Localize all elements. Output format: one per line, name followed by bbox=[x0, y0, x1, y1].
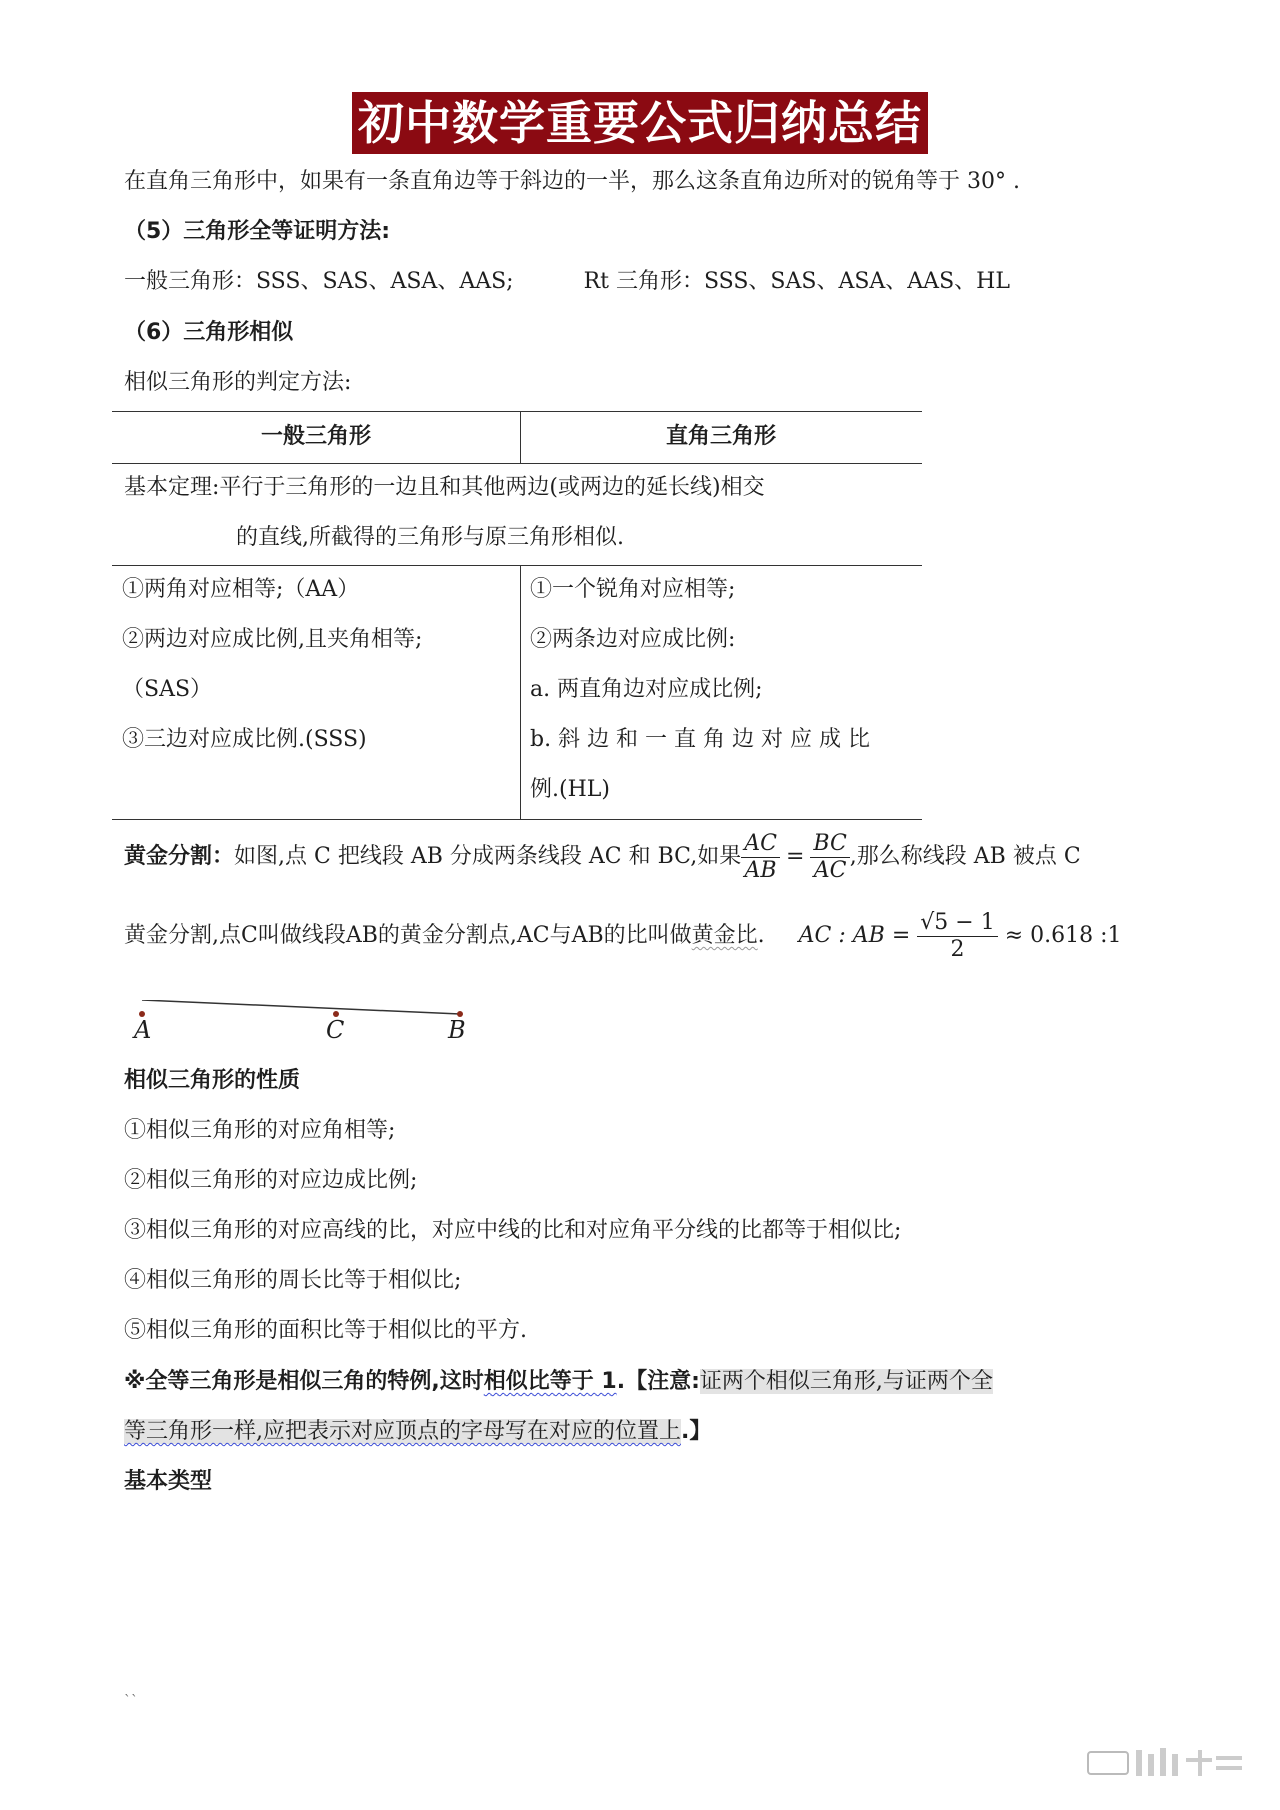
fraction-bc-ac-num: BC bbox=[810, 831, 849, 858]
golden-formula-lhs: AC : AB = bbox=[798, 923, 911, 948]
table-rule-header bbox=[112, 463, 922, 464]
golden-formula-fraction bbox=[917, 910, 997, 963]
left-item-1: ①两角对应相等;（AA） bbox=[122, 577, 360, 602]
fraction-ac-ab-den: AB bbox=[744, 857, 777, 883]
segment-figure bbox=[130, 1000, 470, 1050]
page-title: 初中数学重要公式归纳总结 bbox=[352, 92, 928, 154]
note-highlight-2: 等三角形一样,应把表示对应顶点的字母写在对应的位置上 bbox=[124, 1419, 681, 1444]
point-a-label: A bbox=[134, 1016, 152, 1044]
table-rule-bottom bbox=[112, 819, 922, 820]
property-item-5: ⑤相似三角形的面积比等于相似比的平方. bbox=[124, 1318, 527, 1343]
golden-line-1 bbox=[124, 827, 1081, 887]
theorem-line-2: 的直线,所截得的三角形与原三角形相似. bbox=[236, 525, 624, 550]
col-header-general: 一般三角形 bbox=[260, 424, 371, 449]
general-triangle-methods: 一般三角形：SSS、SAS、ASA、AAS; bbox=[124, 269, 514, 294]
golden-formula-rhs: ≈ 0.618 :1 bbox=[1004, 923, 1122, 948]
left-item-2: ②两边对应成比例,且夹角相等; bbox=[122, 627, 423, 652]
right-item-2: ②两条边对应成比例: bbox=[530, 627, 736, 652]
point-b-label: B bbox=[448, 1016, 466, 1044]
basic-types-heading: 基本类型 bbox=[124, 1469, 213, 1494]
right-item-4: b. 斜 边 和 一 直 角 边 对 应 成 比 bbox=[530, 727, 871, 752]
right-item-5: 例.(HL) bbox=[530, 777, 610, 802]
note-end: .】 bbox=[681, 1419, 712, 1444]
note-part-1: ※全等三角形是相似三角的特例,这时 bbox=[124, 1369, 484, 1394]
fraction-bc-ac-den: AC bbox=[813, 857, 847, 883]
note-ratio-one: 相似比等于 1 bbox=[483, 1369, 617, 1394]
fraction-ac-ab bbox=[741, 831, 780, 884]
fraction-equals: = bbox=[785, 844, 805, 869]
golden-line-2 bbox=[124, 906, 1122, 966]
section6-subheading: 相似三角形的判定方法: bbox=[124, 370, 352, 395]
note-line-1 bbox=[124, 1367, 993, 1397]
watermark-logo-icon bbox=[1086, 1746, 1246, 1780]
table-divider-body bbox=[520, 565, 521, 819]
note-line-2 bbox=[124, 1417, 711, 1447]
property-item-3: ③相似三角形的对应高线的比，对应中线的比和对应角平分线的比都等于相似比; bbox=[124, 1218, 902, 1243]
table-rule-theorem bbox=[112, 565, 922, 566]
note-highlight-1: 证两个相似三角形,与证两个全 bbox=[699, 1369, 993, 1394]
properties-heading: 相似三角形的性质 bbox=[124, 1068, 301, 1093]
point-c-label: C bbox=[326, 1016, 345, 1044]
title-wrap bbox=[0, 92, 1280, 154]
theorem-line-1: 基本定理:平行于三角形的一边且和其他两边(或两边的延长线)相交 bbox=[124, 475, 765, 500]
left-item-4: ③三边对应成比例.(SSS) bbox=[122, 727, 367, 752]
table-rule-top bbox=[112, 411, 922, 412]
section6-heading: （6）三角形相似 bbox=[124, 320, 294, 345]
rt-triangle-methods: Rt 三角形：SSS、SAS、ASA、AAS、HL bbox=[583, 269, 1010, 294]
property-item-1: ①相似三角形的对应角相等; bbox=[124, 1118, 396, 1143]
fraction-ac-ab-num: AC bbox=[741, 831, 780, 858]
golden-formula-num: √5 − 1 bbox=[917, 910, 997, 937]
property-item-4: ④相似三角形的周长比等于相似比; bbox=[124, 1268, 462, 1293]
section5-heading: （5）三角形全等证明方法: bbox=[124, 219, 391, 244]
right-item-3: a. 两直角边对应成比例; bbox=[530, 677, 763, 702]
left-item-3: （SAS） bbox=[122, 677, 213, 702]
golden-formula-den: 2 bbox=[950, 936, 965, 962]
property-item-2: ②相似三角形的对应边成比例; bbox=[124, 1168, 418, 1193]
stray-mark: `` bbox=[124, 1693, 138, 1709]
intro-line: 在直角三角形中，如果有一条直角边等于斜边的一半，那么这条直角边所对的锐角等于 30° . bbox=[124, 169, 1020, 194]
fraction-bc-ac bbox=[810, 831, 849, 884]
golden-text-2: ,那么称线段 AB 被点 C bbox=[849, 844, 1081, 869]
golden-label: 黄金分割： bbox=[124, 844, 235, 869]
golden-line2-a: 黄金分割,点C叫做线段AB的黄金分割点,AC与AB的比叫做 bbox=[124, 923, 692, 948]
golden-ratio-term: 黄金比 bbox=[691, 923, 758, 948]
section5-methods bbox=[124, 267, 1010, 297]
golden-text-1: 如图,点 C 把线段 AB 分成两条线段 AC 和 BC,如果 bbox=[234, 844, 742, 869]
note-part-3: .【注意: bbox=[616, 1369, 700, 1394]
segment-ab-line bbox=[142, 1000, 460, 1014]
right-item-1: ①一个锐角对应相等; bbox=[530, 577, 736, 602]
col-header-right: 直角三角形 bbox=[665, 424, 776, 449]
golden-line2-c: . bbox=[757, 923, 765, 948]
